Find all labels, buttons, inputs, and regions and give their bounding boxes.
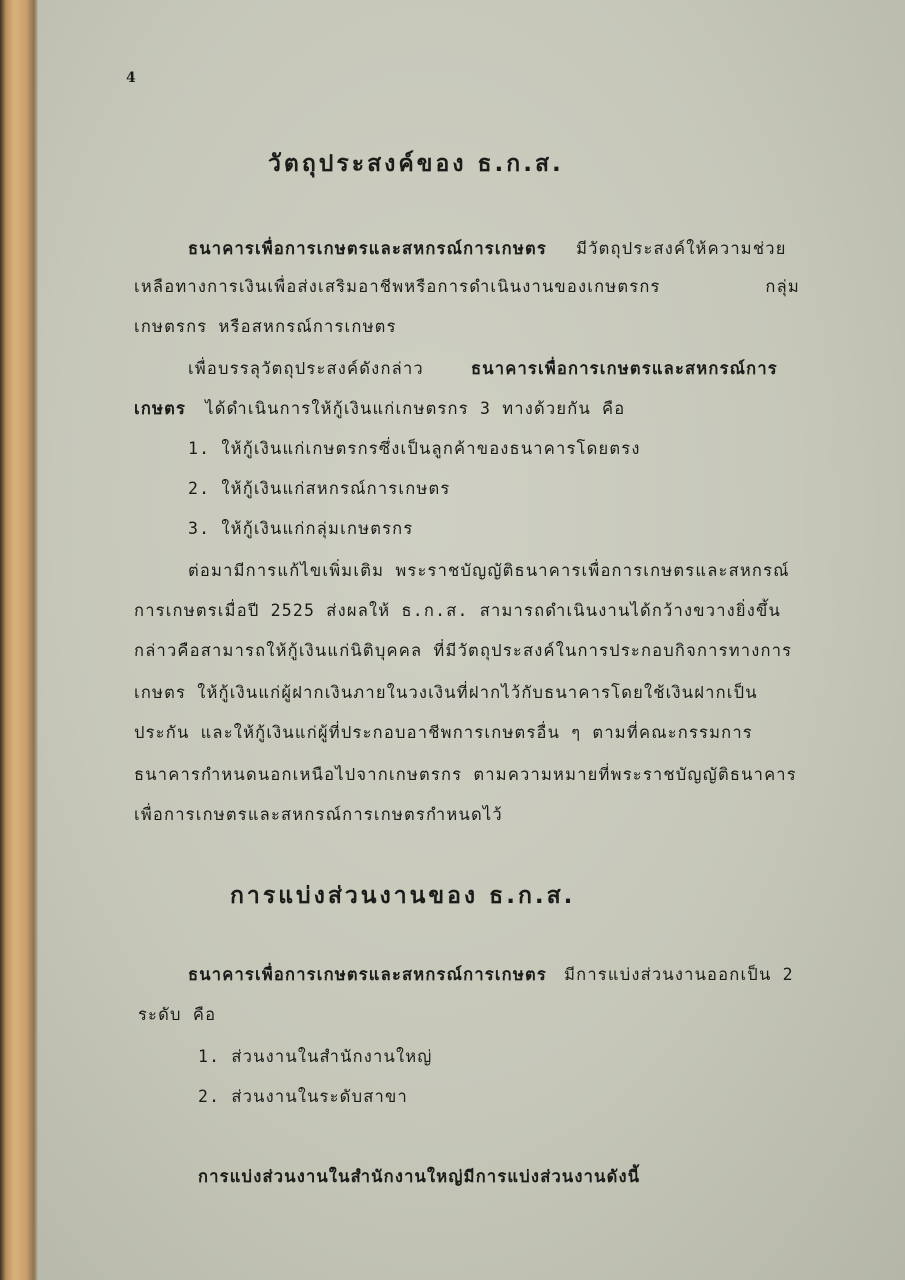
section-heading-divisions: การแบ่งส่วนงานของ ธ.ก.ส. (230, 883, 576, 909)
paragraph-line (188, 236, 787, 262)
list-item: 2. ส่วนงานในระดับสาขา (198, 1087, 408, 1106)
section-heading-objectives: วัตถุประสงค์ของ ธ.ก.ส. (268, 151, 564, 177)
paragraph-line (188, 356, 778, 382)
list-item: 2. ให้กู้เงินแก่สหกรณ์การเกษตร (188, 479, 451, 498)
paragraph-line: ธนาคารกำหนดนอกเหนือไปจากเกษตรกร ตามความหมายที่พระราชบัญญัติธนาคาร (134, 765, 797, 784)
text-span: มีวัตถุประสงค์ให้ความช่วย (576, 239, 787, 258)
text-span: ได้ดำเนินการให้กู้เงินแก่เกษตรกร 3 ทางด้วยกัน คือ (205, 399, 626, 418)
paragraph-line (188, 962, 794, 988)
bank-name-bold: ธนาคารเพื่อการเกษตรและสหกรณ์การ (471, 359, 778, 378)
paragraph-line: เพื่อการเกษตรและสหกรณ์การเกษตรกำหนดไว้ (134, 805, 503, 824)
paragraph-line: ต่อมามีการแก้ไขเพิ่มเติม พระราชบัญญัติธนาคารเพื่อการเกษตรและสหกรณ์ (188, 561, 790, 580)
paragraph-line (134, 274, 800, 300)
document-page (38, 0, 905, 1280)
text-span: เหลือทางการเงินเพื่อส่งเสริมอาชีพหรือการดำเนินงานของเกษตรกร (134, 277, 661, 296)
paragraph-line: กล่าวคือสามารถให้กู้เงินแก่นิติบุคคล ที่มีวัตถุประสงค์ในการประกอบกิจการทางการ (134, 641, 793, 660)
bank-name-bold: ธนาคารเพื่อการเกษตรและสหกรณ์การเกษตร (188, 239, 547, 258)
paragraph-line: เกษตร ให้กู้เงินแก่ผู้ฝากเงินภายในวงเงินที่ฝากไว้กับธนาคารโดยใช้เงินฝากเป็น (134, 683, 758, 702)
text-span-bold: เกษตร (134, 399, 187, 418)
text-span: มีการแบ่งส่วนงานออกเป็น 2 (564, 965, 794, 984)
text-span: เพื่อบรรลุวัตถุประสงค์ดังกล่าว (188, 359, 424, 378)
page-number: 4 (126, 70, 136, 86)
list-item: 1. ให้กู้เงินแก่เกษตรกรซึ่งเป็นลูกค้าของธนาคารโดยตรง (188, 439, 641, 458)
paragraph-line: เกษตรกร หรือสหกรณ์การเกษตร (134, 317, 397, 336)
paragraph-line: ประกัน และให้กู้เงินแก่ผู้ที่ประกอบอาชีพการเกษตรอื่น ๆ ตามที่คณะกรรมการ (134, 723, 753, 742)
list-item: 3. ให้กู้เงินแก่กลุ่มเกษตรกร (188, 519, 414, 538)
closing-line: การแบ่งส่วนงานในสำนักงานใหญ่มีการแบ่งส่วนงานดังนี้ (198, 1167, 641, 1186)
paragraph-line: ระดับ คือ (138, 1005, 217, 1024)
bank-name-bold: ธนาคารเพื่อการเกษตรและสหกรณ์การเกษตร (188, 965, 547, 984)
paragraph-line (134, 396, 625, 422)
text-span: กลุ่ม (765, 277, 800, 296)
list-item: 1. ส่วนงานในสำนักงานใหญ่ (198, 1047, 433, 1066)
paragraph-line: การเกษตรเมื่อปี 2525 ส่งผลให้ ธ.ก.ส. สามารถดำเนินงานได้กว้างขวางยิ่งขึ้น (134, 601, 781, 620)
